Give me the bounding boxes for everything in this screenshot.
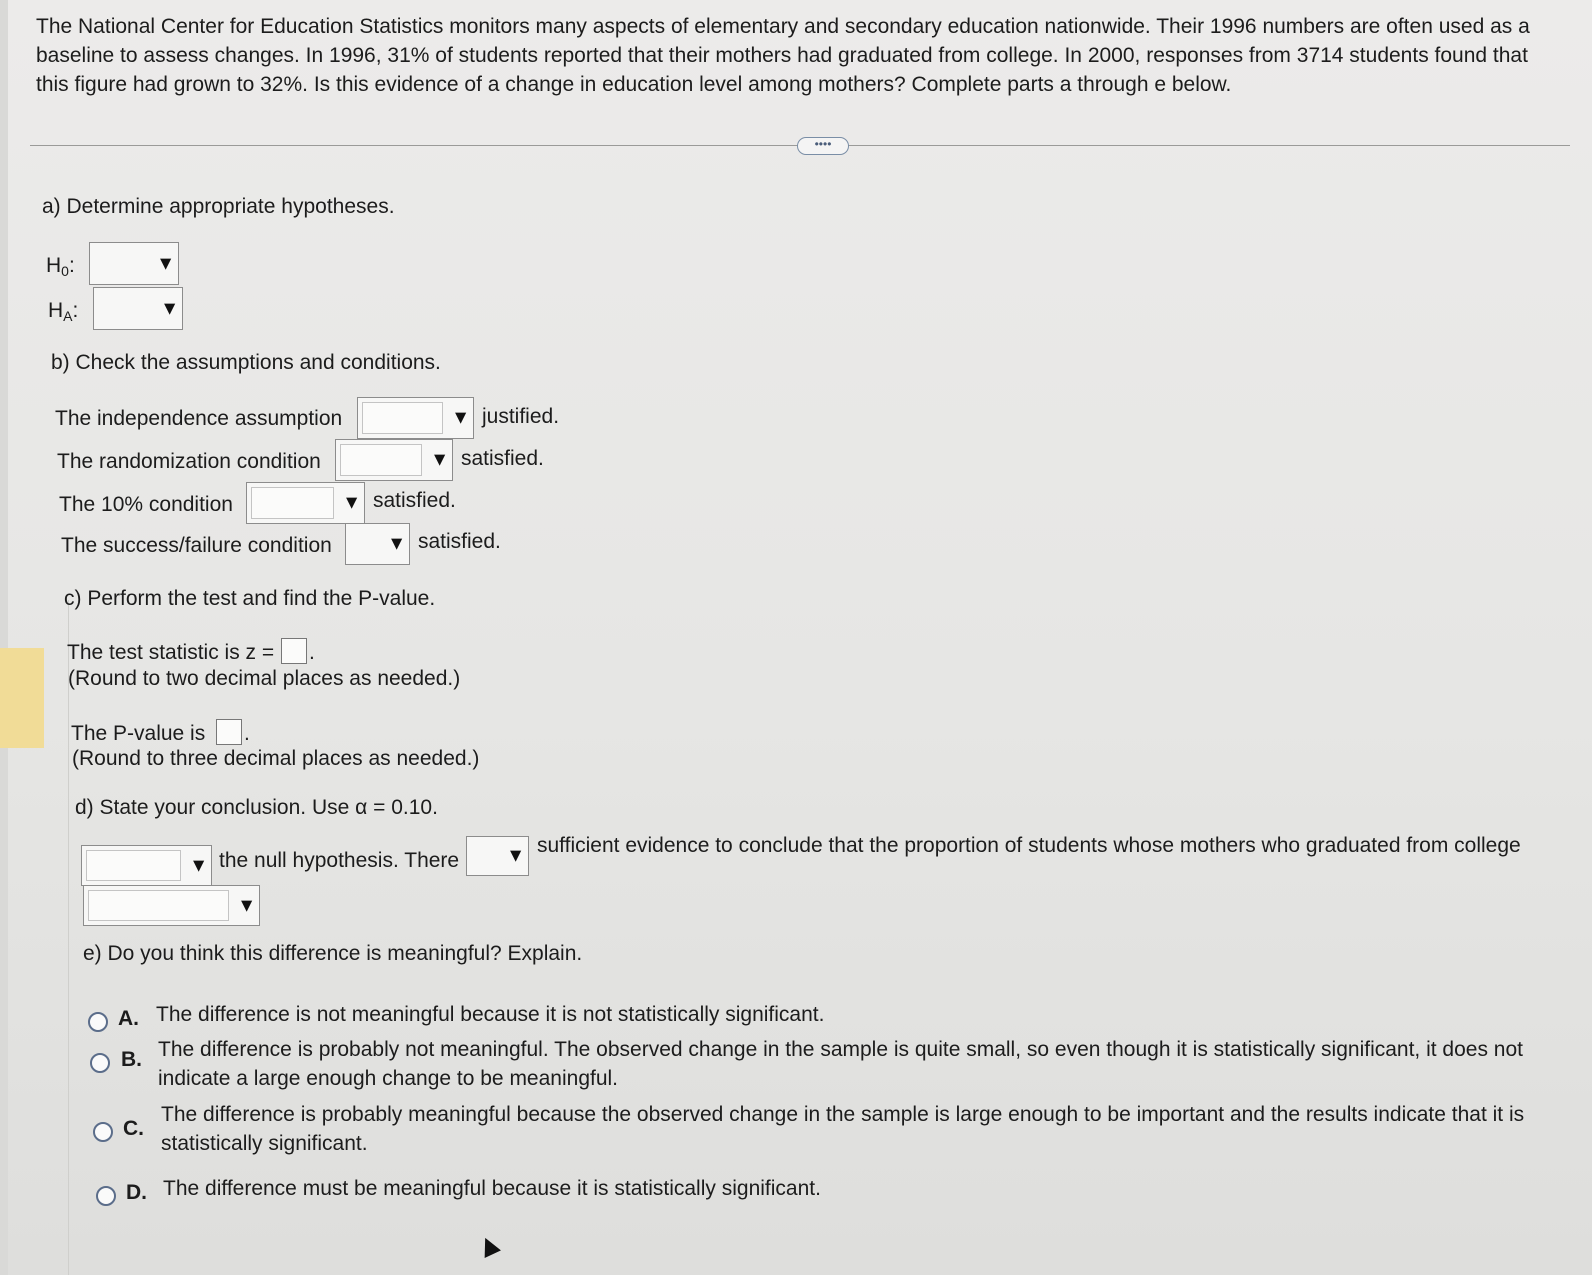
ha-label bbox=[48, 299, 78, 324]
chevron-down-icon: ▼ bbox=[451, 407, 470, 429]
part-a-heading: a) Determine appropriate hypotheses. bbox=[42, 195, 395, 218]
z-statistic-label: The test statistic is z = bbox=[67, 641, 275, 664]
option-c-letter: C. bbox=[123, 1117, 144, 1140]
chevron-down-icon: ▼ bbox=[387, 533, 406, 555]
option-c-radio[interactable] bbox=[93, 1122, 113, 1142]
option-d-letter: D. bbox=[126, 1181, 147, 1204]
h0-dropdown[interactable] bbox=[89, 242, 179, 285]
chevron-down-icon: ▼ bbox=[237, 895, 256, 916]
ha-subscript: A bbox=[63, 308, 73, 324]
evidence-dropdown[interactable] bbox=[466, 836, 529, 876]
independence-suffix: justified. bbox=[482, 405, 560, 428]
h0-subscript: 0 bbox=[61, 263, 69, 279]
chevron-down-icon: ▼ bbox=[430, 449, 449, 471]
dropdown-field bbox=[251, 487, 334, 519]
null-hypothesis-text: the null hypothesis. There bbox=[219, 849, 460, 872]
success-failure-suffix: satisfied. bbox=[418, 530, 501, 553]
option-a-letter: A. bbox=[118, 1007, 139, 1030]
independence-label: The independence assumption bbox=[55, 407, 343, 430]
option-a-text[interactable]: The difference is not meaningful because it is not statistically significant. bbox=[156, 1003, 825, 1026]
ten-percent-dropdown[interactable] bbox=[246, 482, 365, 524]
dropdown-field bbox=[86, 850, 181, 881]
ha-letter: H bbox=[48, 299, 64, 322]
option-d-text[interactable]: The difference must be meaningful because it is statistically significant. bbox=[163, 1177, 821, 1200]
randomization-label: The randomization condition bbox=[57, 450, 321, 473]
z-period: . bbox=[309, 641, 315, 664]
option-d-radio[interactable] bbox=[96, 1186, 116, 1206]
chevron-down-icon: ▼ bbox=[156, 253, 175, 274]
side-highlight-tab[interactable] bbox=[0, 648, 44, 748]
h0-label bbox=[46, 254, 75, 279]
p-rounding-note: (Round to three decimal places as needed.) bbox=[72, 747, 480, 770]
dropdown-field bbox=[362, 402, 443, 434]
change-dropdown[interactable] bbox=[83, 885, 260, 926]
option-b-letter: B. bbox=[121, 1048, 142, 1071]
option-b-radio[interactable] bbox=[90, 1053, 110, 1073]
dropdown-field bbox=[88, 890, 229, 921]
z-rounding-note: (Round to two decimal places as needed.) bbox=[68, 667, 461, 690]
p-period: . bbox=[244, 722, 250, 745]
problem-statement: The National Center for Education Statistics monitors many aspects of elementary and secondary education nationwide. Their 1996 numbers are often used as a baseline to assess changes. In 1996, 31% of students reported that their mothers had graduated from college. In 2000, responses from 3714 students found that this figure had grown to 32%. Is this evidence of a change in education level among mothers? Complete parts a through e below. bbox=[36, 15, 1530, 96]
ha-dropdown[interactable] bbox=[93, 287, 183, 330]
chevron-down-icon: ▼ bbox=[160, 298, 179, 319]
part-d-heading: d) State your conclusion. Use α = 0.10. bbox=[75, 796, 438, 819]
dropdown-field bbox=[340, 444, 422, 476]
option-a-radio[interactable] bbox=[88, 1012, 108, 1032]
chevron-down-icon: ▼ bbox=[342, 492, 361, 514]
independence-dropdown[interactable] bbox=[357, 397, 474, 439]
left-edge bbox=[0, 0, 8, 1275]
expand-more-button[interactable]: •••• bbox=[797, 137, 849, 155]
reject-decision-dropdown[interactable] bbox=[81, 845, 212, 886]
success-failure-dropdown[interactable] bbox=[345, 523, 410, 565]
ha-colon: : bbox=[72, 299, 79, 322]
p-value-label: The P-value is bbox=[71, 722, 206, 745]
h0-letter: H bbox=[46, 254, 62, 277]
ten-percent-label: The 10% condition bbox=[59, 493, 233, 516]
randomization-suffix: satisfied. bbox=[461, 447, 544, 470]
randomization-dropdown[interactable] bbox=[335, 439, 453, 481]
ten-percent-suffix: satisfied. bbox=[373, 489, 456, 512]
part-e-heading: e) Do you think this difference is meaningful? Explain. bbox=[83, 942, 583, 965]
chevron-down-icon: ▼ bbox=[189, 855, 208, 876]
chevron-down-icon: ▼ bbox=[506, 845, 525, 867]
sufficient-evidence-text: sufficient evidence to conclude that the proportion of students whose mothers who graduated from college bbox=[537, 834, 1521, 857]
p-value-input[interactable] bbox=[216, 719, 242, 745]
h0-colon: : bbox=[68, 254, 75, 277]
option-c-text[interactable]: The difference is probably meaningful because the observed change in the sample is large enough to be important and the results indicate that it is statistically significant. bbox=[161, 1103, 1525, 1155]
success-failure-label: The success/failure condition bbox=[61, 534, 332, 557]
part-b-heading: b) Check the assumptions and conditions. bbox=[51, 351, 441, 374]
part-c-heading: c) Perform the test and find the P-value. bbox=[64, 587, 436, 610]
option-b-text[interactable]: The difference is probably not meaningful. The observed change in the sample is quite small, so even though it is statistically significant, it does not indicate a large enough change to be meaningful. bbox=[158, 1038, 1523, 1090]
z-statistic-input[interactable] bbox=[281, 638, 307, 664]
